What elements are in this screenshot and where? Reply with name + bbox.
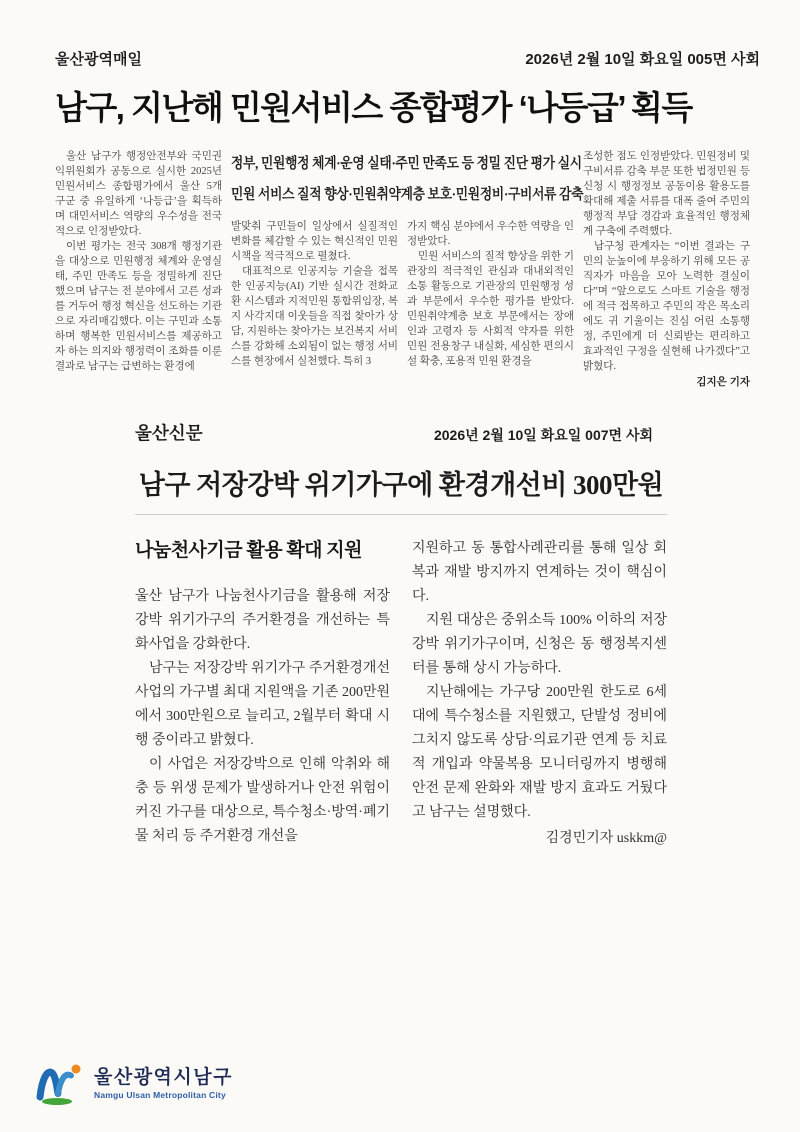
article-2 (135, 420, 667, 851)
article-1-reporter: 김지은 기자 (696, 376, 750, 388)
article-paragraph: 울산 남구가 나눔천사기금을 활용해 저장강박 위기가구의 주거환경을 개선하는 특화사업을 강화한다. (135, 589, 390, 652)
namgu-logo-text (94, 1068, 233, 1100)
article-paragraph: 이 사업은 저장강박으로 인해 악취와 해충 등 위생 문제가 발생하거나 안전 위험이 커진 가구를 대상으로, 특수청소·방역·폐기물 처리 등 주거환경 개선을 (135, 757, 390, 844)
article-paragraph: 이번 평가는 전국 308개 행정기관을 대상으로 민원행정 체계와 운영실태, 주민 만족도 등을 정밀하게 진단했으며 남구는 전 분야에서 고른 성과를 거두어 행정 혁신을 선도하는 기관으로 자리매김했다. 이는 구민과 소통하며 행복한 민원서비스를 제공하고자 하는 의지와 행정력이 조화를 이룬 결과로 남구는 급변하는 환경에 (55, 241, 222, 372)
article-paragraph: 지난해에는 가구당 200만원 한도로 6세대에 특수청소를 지원했고, 단발성 정비에 그치지 않도록 상담·의료기관 연계 등 치료적 개입과 약물복용 모니터링까지 병행해 안전 문제 완화와 재발 방지 효과도 거뒀다고 남구는 설명했다. (412, 685, 667, 820)
article-paragraph: 지원 대상은 중위소득 100% 이하의 저장강박 위기가구이며, 신청은 동 행정복지센터를 통해 상시 가능하다. (412, 613, 667, 676)
article-paragraph: 발맞춰 구민들이 일상에서 실질적인 변화를 체감할 수 있는 혁신적인 민원 시책을 적극적으로 펼쳤다. (231, 221, 398, 262)
article-paragraph: 남구는 저장강박 위기가구 주거환경개선사업의 가구별 최대 지원액을 기존 200만원에서 300만원으로 늘리고, 2월부터 확대 시행 중이라고 밝혔다. (135, 661, 390, 748)
subheadline-line-2: 민원 서비스 질적 향상·민원취약계층 보호·민원정비·구비서류 감축 (231, 187, 584, 203)
article-2-body (135, 537, 667, 851)
article-1-masthead: 울산광역매일 (55, 51, 142, 68)
article-1-column-1 (55, 149, 222, 390)
article-1-column-3 (407, 219, 574, 369)
namgu-logo-mark-icon (35, 1062, 85, 1106)
article-paragraph: 울산 남구가 행정안전부와 국민권익위원회가 공동으로 실시한 2025년 민원서비스 종합평가에서 울산 5개 구군 중 유일하게 ‘나등급’을 획득하며 대민서비스 역량의 우수성을 전국적으로 인정받았다. (55, 151, 222, 237)
article-2-column-1 (135, 537, 390, 851)
article-1-header (55, 48, 760, 69)
article-1-headline: 남구, 지난해 민원서비스 종합평가 ‘나등급’ 획득 (55, 89, 692, 126)
article-2-dateline: 2026년 2월 10일 화요일 007면 사회 (433, 427, 653, 443)
article-paragraph: 대표적으로 인공지능 기술을 접목한 인공지능(AI) 기반 실시간 전화교환 시스템과 지적민원 통합위임장, 복지 사각지대 이웃들을 직접 찾아가 상담, 지원하는 찾아가는 보건복지 서비스를 강화해 소외됨이 없는 행정 서비스를 현장에서 실천했다. 특히 3 (231, 266, 398, 367)
article-paragraph: 가지 핵심 분야에서 우수한 역량을 인정받았다. (407, 221, 574, 247)
article-paragraph: 지원하고 동 통합사례관리를 통해 일상 회복과 재발 방지까지 연계하는 것이 핵심이다. (412, 541, 667, 604)
article-paragraph: 민원 서비스의 질적 향상을 위한 기관장의 적극적인 관심과 대내외적인 소통 활동으로 기관장의 민원행정 성과 부문에서 우수한 평가를 받았다. 민원취약계층 보호 부문에서는 장애인과 고령자 등 사회적 약자를 위한 민원 전용창구 내실화, 세심한 편의시설 확충, 포용적 민원 환경을 (407, 251, 574, 367)
article-1 (55, 48, 760, 390)
namgu-logo-english: Namgu Ulsan Metropolitan City (94, 1090, 226, 1100)
logo-light-blue-stroke (58, 1075, 71, 1094)
article-1-subheadline (231, 149, 584, 211)
logo-orange-sun (72, 1065, 81, 1074)
logo-green-base (42, 1098, 72, 1105)
article-2-masthead: 울산신문 (135, 423, 203, 443)
article-1-column-2 (231, 219, 398, 369)
article-2-byline: 김경민기자 uskkm@ (545, 831, 667, 846)
article-1-middle (231, 149, 584, 390)
article-1-dateline: 2026년 2월 10일 화요일 005면 사회 (525, 51, 760, 68)
namgu-logo (35, 1062, 233, 1106)
article-2-header (135, 420, 667, 445)
namgu-logo-korean: 울산광역시남구 (94, 1067, 233, 1088)
headline-divider (135, 514, 667, 515)
article-paragraph: 남구청 관계자는 “이번 결과는 구민의 눈높이에 부응하기 위해 모든 공직자가 마음을 모아 노력한 결실이다”며 “앞으로도 스마트 기술을 행정에 적극 접목하고 주민의 작은 목소리에도 귀 기울이는 진심 어린 소통행정, 주민에게 더 신뢰받는 편리하고 효과적인 구정을 실현해 나가겠다”고 밝혔다. (583, 241, 750, 372)
article-1-middle-columns (231, 219, 574, 369)
article-paragraph: 조성한 점도 인정받았다. 민원정비 및 구비서류 감축 부문 또한 법정민원 등 신청 시 행정정보 공동이용 활용도를 확대해 제출 서류를 대폭 줄여 주민의 행정적 부담 경감과 효율적인 행정체계 구축에 주력했다. (583, 151, 750, 237)
article-2-column-2 (412, 537, 667, 851)
subheadline-line-1: 정부, 민원행정 체계·운영 실태·주민 만족도 등 정밀 진단 평가 실시 (231, 156, 582, 172)
article-1-body (55, 149, 760, 390)
article-2-subheadline: 나눔천사기금 활용 확대 지원 (135, 540, 362, 561)
article-1-column-4 (583, 149, 750, 390)
article-2-headline: 남구 저장강박 위기가구에 환경개선비 300만원 (138, 470, 664, 500)
